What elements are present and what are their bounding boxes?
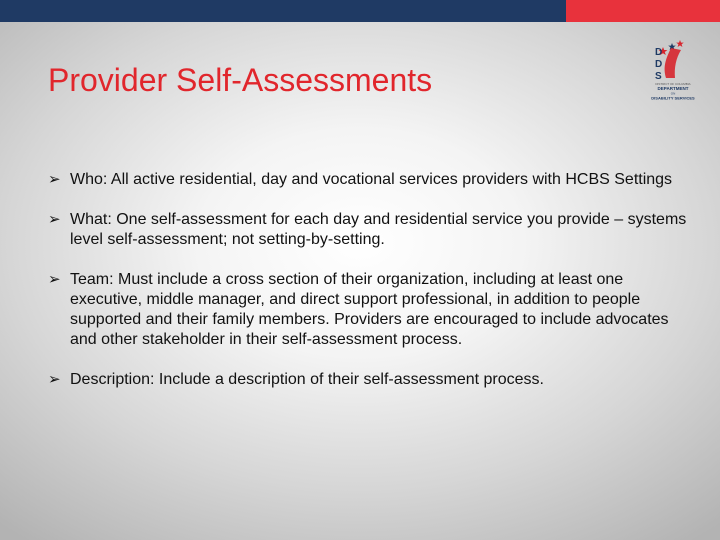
bullet-who — [48, 170, 688, 190]
logo-line1: DEPARTMENT — [657, 86, 689, 91]
bullet-team — [48, 270, 688, 350]
logo-line3: DISABILITY SERVICES — [651, 95, 695, 101]
logo-letter-s: S — [655, 71, 662, 82]
arrow-bullet-icon: ➢ — [48, 371, 61, 388]
bullet-text: Description: Include a description of their self-assessment process. — [70, 371, 544, 388]
logo-tagline: DISTRICT OF COLUMBIA — [655, 82, 691, 86]
arrow-bullet-icon: ➢ — [48, 211, 61, 228]
slide-title: Provider Self-Assessments — [48, 62, 433, 98]
logo-line2: ON — [670, 91, 676, 96]
dds-logo-icon — [641, 38, 705, 104]
bullet-list — [48, 170, 688, 390]
top-bar-red — [566, 0, 720, 22]
logo-letter-d2: D — [655, 59, 663, 70]
bullet-text: What: One self-assessment for each day and residential service you provide – systems level self-assessment; not setting-by-setting. — [70, 211, 687, 248]
bullet-text: Who: All active residential, day and vocational services providers with HCBS Settings — [70, 171, 673, 188]
arrow-bullet-icon: ➢ — [48, 171, 61, 188]
bullet-what — [48, 210, 688, 250]
arrow-bullet-icon: ➢ — [48, 271, 61, 288]
top-bar-navy — [0, 0, 566, 22]
bullet-description — [48, 370, 688, 390]
bullet-text: Team: Must include a cross section of their organization, including at least one executive, middle manager, and direct support professional, in addition to people supported and their family members. Providers are encouraged to include advocates and other stakeholder in their self-assessment process. — [70, 271, 669, 348]
logo-letter-d1: D — [655, 47, 663, 58]
